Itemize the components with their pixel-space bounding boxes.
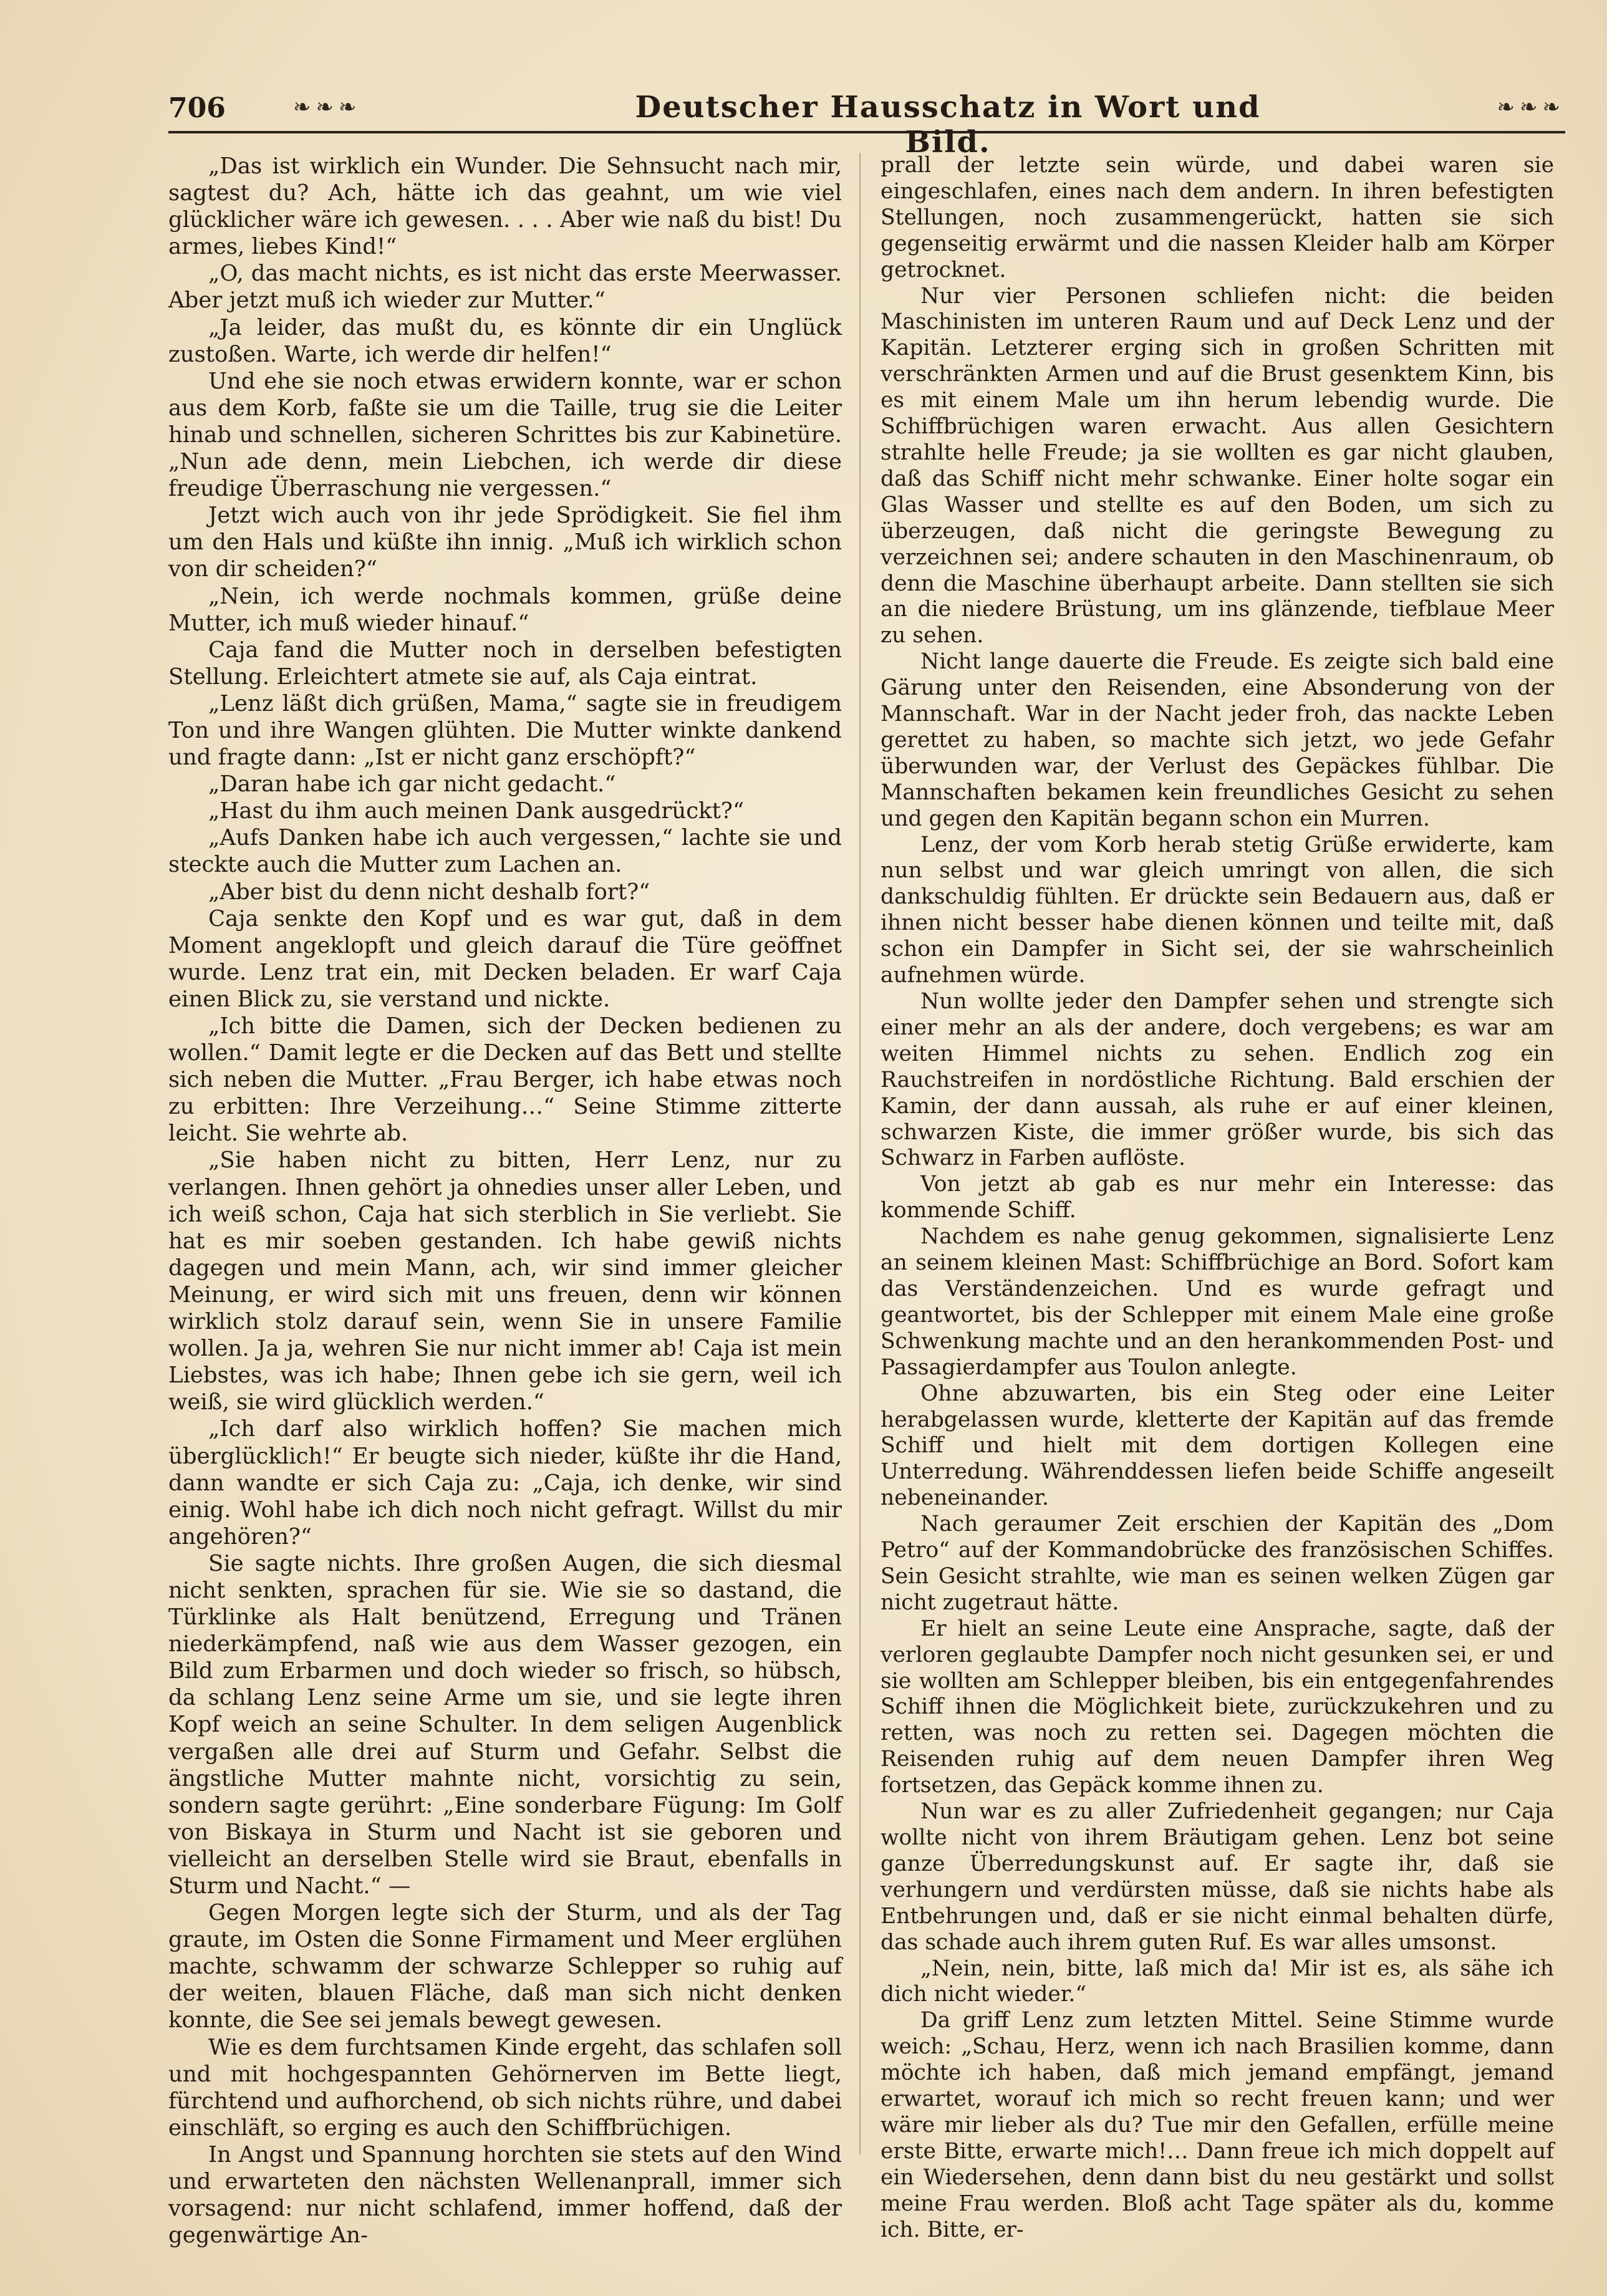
journal-title: Deutscher Hausschatz in Wort und Bild. [635,90,1261,160]
paragraph: „Das ist wirklich ein Wunder. Die Sehnsucht nach mir, sagtest du? Ach, hätte ich das geahnt, um wie viel glücklicher wäre ich gewesen. . . . Aber wie naß du bist! Du armes, liebes Kind!“ [168,153,842,260]
header-ornament-left: ❧❧❧ [293,95,362,120]
header-ornament-right: ❧❧❧ [1497,95,1565,120]
paragraph: Nur vier Personen schliefen nicht: die beiden Maschinisten im unteren Raum und auf Deck Lenz und der Kapitän. Letzterer erging sich in großen Schritten mit verschränkten Armen und auf die Brust gesenktem Kinn, bis es mit einem Male um ihn herum lebendig wurde. Die Schiffbrüchigen waren erwacht. Aus allen Gesichtern strahlte helle Freude; ja sie wollten es gar nicht glauben, daß das Schiff nicht mehr schwanke. Einer holte sogar ein Glas Wasser und stellte es auf den Boden, um sich zu überzeugen, daß nicht die geringste Bewegung zu verzeichnen sei; andere schauten in den Maschinenraum, ob denn die Maschine überhaupt arbeite. Dann stellten sie sich an die niedere Brüstung, um ins glänzende, tiefblaue Meer zu sehen. [881,283,1554,649]
paragraph: „Ich bitte die Damen, sich der Decken bedienen zu wollen.“ Damit legte er die Decken auf das Bett und stellte sich neben die Mutter. „Frau Berger, ich habe etwas noch zu erbitten: Ihre Verzeihung…“ Seine Stimme zitterte leicht. Sie wehrte ab. [168,1013,842,1147]
paragraph: „Aber bist du denn nicht deshalb fort?“ [208,879,650,905]
paragraph: „Ich darf also wirklich hoffen? Sie machen mich überglücklich!“ Er beugte sich nieder, küßte ihr die Hand, dann wandte er sich Caja zu: „Caja, ich denke, wir sind einig. Wohl habe ich dich noch nicht gefragt. Willst du mir angehören?“ [168,1416,842,1550]
paragraph: „O, das macht nichts, es ist nicht das erste Meerwasser. Aber jetzt muß ich wieder zur Mutter.“ [168,261,842,314]
paragraph: „Lenz läßt dich grüßen, Mama,“ sagte sie in freudigem Ton und ihre Wangen glühten. Die Mutter winkte dankend und fragte dann: „Ist er nicht ganz erschöpft?“ [168,690,842,771]
paragraph: Wie es dem furchtsamen Kinde ergeht, das schlafen soll und mit hochgespannten Gehörnerven im Bette liegt, fürchtend und aufhorchend, ob sich nichts rühre, und dabei einschläft, so erging es auch den Schiffbrüchigen. [168,2034,842,2141]
text-column-left [168,153,842,2249]
paragraph: Lenz, der vom Korb herab stetig Grüße erwiderte, kam nun selbst und war gleich umringt von allen, die sich dankschuldig fühlten. Er drückte sein Bedauern aus, daß er ihnen nicht besser habe dienen können und teilte mit, daß schon ein Dampfer in Sicht sei, der sie wahrscheinlich aufnehmen würde. [881,832,1554,988]
paragraph: Caja senkte den Kopf und es war gut, daß in dem Moment angeklopft und gleich darauf die Türe geöffnet wurde. Lenz trat ein, mit Decken beladen. Er warf Caja einen Blick zu, sie verstand und nickte. [168,905,842,1012]
paragraph: „Sie haben nicht zu bitten, Herr Lenz, nur zu verlangen. Ihnen gehört ja ohnedies unser aller Leben, und ich weiß schon, Caja hat sich sterblich in Sie verliebt. Sie hat es mir soeben gestanden. Ich habe gewiß nichts dagegen und mein Mann, ach, wir sind immer gleicher Meinung, er wird sich mit uns freuen, denn wir können wirklich stolz darauf sein, wenn Sie in unsere Familie wollen. Ja ja, wehren Sie nur nicht immer ab! Caja ist mein Liebstes, was ich habe; Ihnen gebe ich sie gern, weil ich weiß, sie wird glücklich werden.“ [168,1147,842,1416]
paragraph: Sie sagte nichts. Ihre großen Augen, die sich diesmal nicht senkten, sprachen für sie. Wie sie so dastand, die Türklinke als Halt benützend, Erregung und Tränen niederkämpfend, naß wie aus dem Wasser gezogen, ein Bild zum Erbarmen und doch wieder so frisch, so hübsch, da schlang Lenz seine Arme um sie, und sie legte ihren Kopf weich an seine Schulter. In dem seligen Augenblick vergaßen alle drei auf Sturm und Gefahr. Selbst die ängstliche Mutter mahnte nicht, vorsichtig zu sein, sondern sagte gerührt: „Eine sonderbare Fügung: Im Golf von Biskaya in Sturm und Nacht ist sie geboren und vielleicht an derselben Stelle wird sie Braut, ebenfalls in Sturm und Nacht.“ — [168,1550,842,1899]
paragraph: Und ehe sie noch etwas erwidern konnte, war er schon aus dem Korb, faßte sie um die Taille, trug sie die Leiter hinab und schnellen, sicheren Schrittes bis zur Kabinetüre. „Nun ade denn, mein Liebchen, ich werde dir diese freudige Überraschung nie vergessen.“ [168,368,842,502]
paragraph: „Aufs Danken habe ich auch vergessen,“ lachte sie und steckte auch die Mutter zum Lachen an. [168,825,842,878]
paragraph: „Hast du ihm auch meinen Dank ausgedrückt?“ [208,798,745,824]
paragraph: Caja fand die Mutter noch in derselben befestigten Stellung. Erleichtert atmete sie auf, als Caja eintrat. [168,637,842,690]
paragraph: Er hielt an seine Leute eine Ansprache, sagte, daß der verloren geglaubte Dampfer noch nicht gesunken sei, er und sie wollten am Schlepper bleiben, bis ein entgegenfahrendes Schiff ihnen die Möglichkeit biete, zurückzukehren und zu retten, was noch zu retten sei. Dagegen möchten die Reisenden ruhig auf dem neuen Dampfer ihren Weg fortsetzen, das Gepäck komme ihnen zu. [881,1616,1554,1798]
paragraph: Nun war es zu aller Zufriedenheit gegangen; nur Caja wollte nicht von ihrem Bräutigam gehen. Lenz bot seine ganze Überredungskunst auf. Er sagte ihr, daß sie verhungern und verdürsten müsse, daß sie nichts habe als Entbehrungen und, daß er sie nicht einmal behalten dürfe, das schade auch ihrem guten Ruf. Es war alles umsonst. [881,1799,1554,1955]
paragraph: „Nein, ich werde nochmals kommen, grüße deine Mutter, ich muß wieder hinauf.“ [168,583,842,636]
paragraph: Gegen Morgen legte sich der Sturm, und als der Tag graute, im Osten die Sonne Firmament und Meer erglühen machte, schwamm der schwarze Schlepper so ruhig auf der weiten, blauen Fläche, daß man sich nicht denken konnte, die See sei jemals bewegt gewesen. [168,1900,842,2033]
paragraph-continuation: prall der letzte sein würde, und dabei waren sie eingeschlafen, eines nach dem andern. In ihren befestigten Stellungen, noch zusammengerückt, hatten sie sich gegenseitig erwärmt und die nassen Kleider halb am Körper getrocknet. [881,153,1554,282]
page-number: 706 [168,92,226,124]
paragraph: Nach geraumer Zeit erschien der Kapitän des „Dom Petro“ auf der Kommandobrücke des französischen Schiffes. Sein Gesicht strahlte, wie man es seinen welken Zügen gar nicht zugetraut hätte. [881,1512,1554,1615]
paragraph: Nun wollte jeder den Dampfer sehen und strengte sich einer mehr an als der andere, doch vergebens; es war am weiten Himmel nichts zu sehen. Endlich zog ein Rauchstreifen in nordöstliche Richtung. Bald erschien der Kamin, der dann aussah, als ruhe er auf einer kleinen, schwarzen Kiste, die immer größer wurde, bis sich das Schwarz in Farben auflöste. [881,989,1554,1171]
paragraph: Von jetzt ab gab es nur mehr ein Interesse: das kommende Schiff. [881,1172,1554,1223]
paragraph: „Ja leider, das mußt du, es könnte dir ein Unglück zustoßen. Warte, ich werde dir helfen!“ [168,314,842,367]
column-divider [859,153,861,2154]
paragraph: Nicht lange dauerte die Freude. Es zeigte sich bald eine Gärung unter den Reisenden, eine Absonderung von der Mannschaft. War in der Nacht jeder froh, das nackte Leben gerettet zu haben, so machte sich jetzt, wo jede Gefahr überwunden war, der Verlust des Gepäckes fühlbar. Die Mannschaften bekamen kein freundliches Gesicht zu sehen und gegen den Kapitän begann schon ein Murren. [881,649,1554,831]
paragraph: „Daran habe ich gar nicht gedacht.“ [208,771,616,798]
paragraph: Jetzt wich auch von ihr jede Sprödigkeit. Sie fiel ihm um den Hals und küßte ihn innig. „Muß ich wirklich schon von dir scheiden?“ [168,503,842,582]
text-column-right [881,153,1554,2244]
paragraph: Ohne abzuwarten, bis ein Steg oder eine Leiter herabgelassen wurde, kletterte der Kapitän auf das fremde Schiff und hielt mit dem dortigen Kollegen eine Unterredung. Währenddessen liefen beide Schiffe angeseilt nebeneinander. [881,1381,1554,1511]
paragraph: Nachdem es nahe genug gekommen, signalisierte Lenz an seinem kleinen Mast: Schiffbrüchige an Bord. Sofort kam das Verständenzeichen. Und es wurde gefragt und geantwortet, bis der Schlepper mit einem Male eine große Schwenkung machte und an den herankommenden Post- und Passagierdampfer aus Toulon anlegte. [881,1224,1554,1380]
paragraph: In Angst und Spannung horchten sie stets auf den Wind und erwarteten den nächsten Wellenanprall, immer sich vorsagend: nur nicht schlafend, immer hoffend, daß der gegenwärtige An- [168,2141,842,2249]
paragraph: Da griff Lenz zum letzten Mittel. Seine Stimme wurde weich: „Schau, Herz, wenn ich nach Brasilien komme, dann möchte ich haben, daß mich jemand empfängt, jemand erwartet, worauf ich mich so recht freuen kann; und wer wäre mir lieber als du? Tue mir den Gefallen, erfülle meine erste Bitte, erwarte mich!… Dann freue ich mich doppelt auf ein Wiedersehen, denn dann bist du neu gestärkt und sollst meine Frau werden. Bloß acht Tage später als du, komme ich. Bitte, er- [881,2008,1554,2242]
paragraph: „Nein, nein, bitte, laß mich da! Mir ist es, als sähe ich dich nicht wieder.“ [881,1956,1554,2007]
running-header [168,87,1565,160]
